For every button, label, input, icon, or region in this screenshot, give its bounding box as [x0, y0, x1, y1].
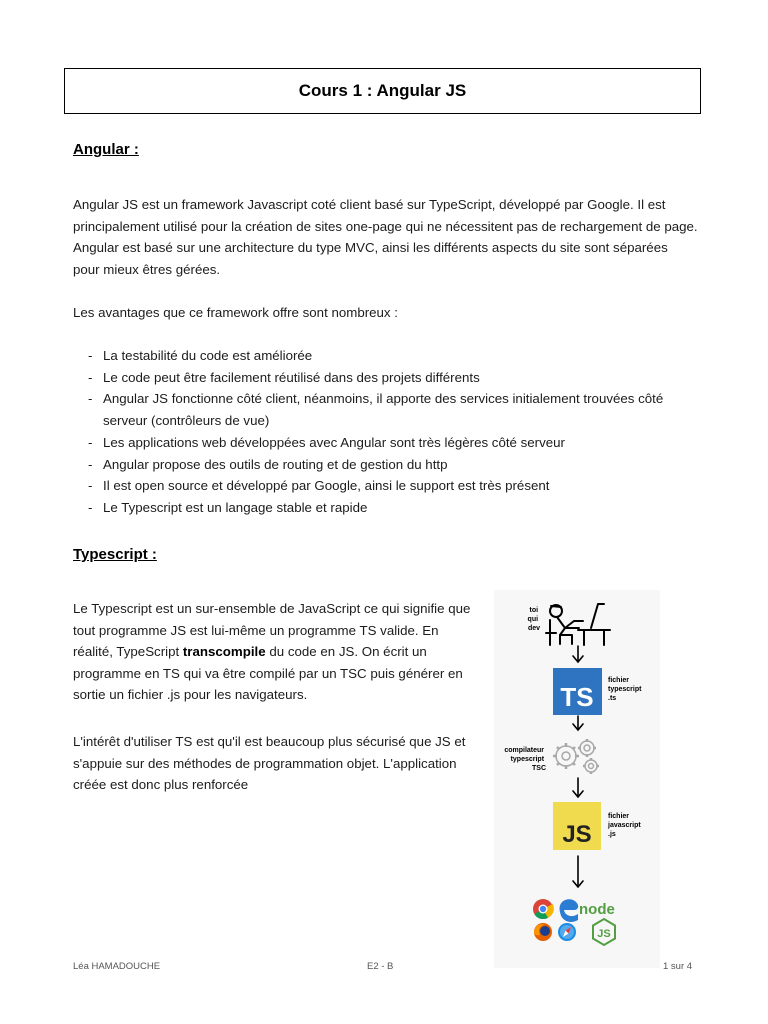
title-box [64, 68, 701, 114]
arrow-down-icon [573, 716, 583, 730]
svg-text:compilateur typescript [504, 747, 546, 772]
firefox-icon [534, 923, 552, 941]
footer-author: Léa HAMADOUCHE [73, 961, 161, 972]
arrow-down-icon [573, 856, 583, 887]
dev-label-1: toi [529, 607, 539, 614]
angular-intro: Angular JS est un framework Javascript coté client basé sur TypeScript, développé par Google. Il est principalement utilisé pour la création de sites one-page qui ne nécessitent pas de rechargement de page. Angular est basé sur une architecture du type MVC, ainsi les différents aspects du site sont séparées pour mieux êtres gérées. [73, 197, 698, 277]
arrow-down-icon [573, 646, 583, 662]
js-label-3: .js [608, 831, 616, 838]
typescript-para-1-start: Le Typescript est un sur-ensemble de JavaScript ce qui signifie que tout programme JS est lui-même un programme TS valide. En réalité, TypeScript [73, 601, 471, 659]
js-label-1: fichier [608, 813, 630, 820]
angular-heading: Angular : [73, 141, 139, 158]
ts-compilation-diagram [494, 590, 660, 968]
page-title: Cours 1 : Angular JS [298, 81, 467, 100]
chrome-icon [533, 899, 554, 919]
typescript-heading: Typescript : [73, 546, 157, 563]
list-item: - Les applications web développées avec Angular sont très légères côté serveur [73, 432, 693, 454]
developer-icon [546, 604, 610, 645]
transcompile-term: transcompile [182, 644, 266, 659]
safari-icon [558, 923, 576, 941]
node-wordmark: node [579, 901, 615, 918]
ts-label-1: fichier [608, 677, 630, 684]
svg-text:fichier javascript [607, 813, 643, 838]
advantages-list [73, 345, 693, 519]
dev-label-3: dev [527, 625, 540, 632]
svg-text:toi qui dev [528, 607, 541, 632]
list-item: - Le Typescript est un langage stable et rapide [73, 497, 693, 519]
ts-badge-text: TS [560, 682, 594, 712]
typescript-para-2: L'intérêt d'utiliser TS est qu'il est beaucoup plus sécurisé que JS et s'appuie sur des méthodes de programmation objet. L'application créée est donc plus renforcée [73, 734, 466, 792]
advantages-intro: Les avantages que ce framework offre sont nombreux : [73, 305, 398, 320]
dev-label-2: qui [527, 616, 539, 623]
list-item: - Angular propose des outils de routing et de gestion du http [73, 454, 693, 476]
compiler-label-1: compilateur [504, 747, 545, 754]
compiler-label-3: TSC [532, 765, 546, 772]
ts-label-2: typescript [608, 686, 642, 693]
gears-icon [553, 739, 599, 774]
typescript-para-1-end: du code en JS. On écrit un programme en TS qui va être compilé par un TSC puis générer en sortie un fichier .js pour les navigateurs. [73, 644, 463, 702]
compiler-label-2: typescript [510, 756, 545, 763]
node-js-badge: JS [597, 928, 611, 940]
list-item: - La testabilité du code est améliorée [73, 345, 693, 367]
js-label-2: javascript [608, 822, 641, 829]
footer-class: E2 - B [367, 961, 394, 972]
edge-icon [560, 899, 579, 922]
list-item: - Il est open source et développé par Google, ainsi le support est très présent [73, 475, 693, 497]
ts-compilation-figure [494, 590, 660, 968]
typescript-para-1 [73, 598, 476, 706]
svg-text:fichier typescript [608, 677, 643, 702]
ts-label-3: .ts [608, 695, 617, 702]
js-badge-text: JS [562, 821, 592, 848]
arrow-down-icon [573, 778, 583, 797]
list-item: - Le code peut être facilement réutilisé dans des projets différents [73, 367, 693, 389]
footer-page-number: 1 sur 4 [663, 961, 693, 972]
list-item: - Angular JS fonctionne côté client, néanmoins, il apporte des services initialement trouvées côté serveur (contrôleurs de vue) [73, 388, 693, 431]
